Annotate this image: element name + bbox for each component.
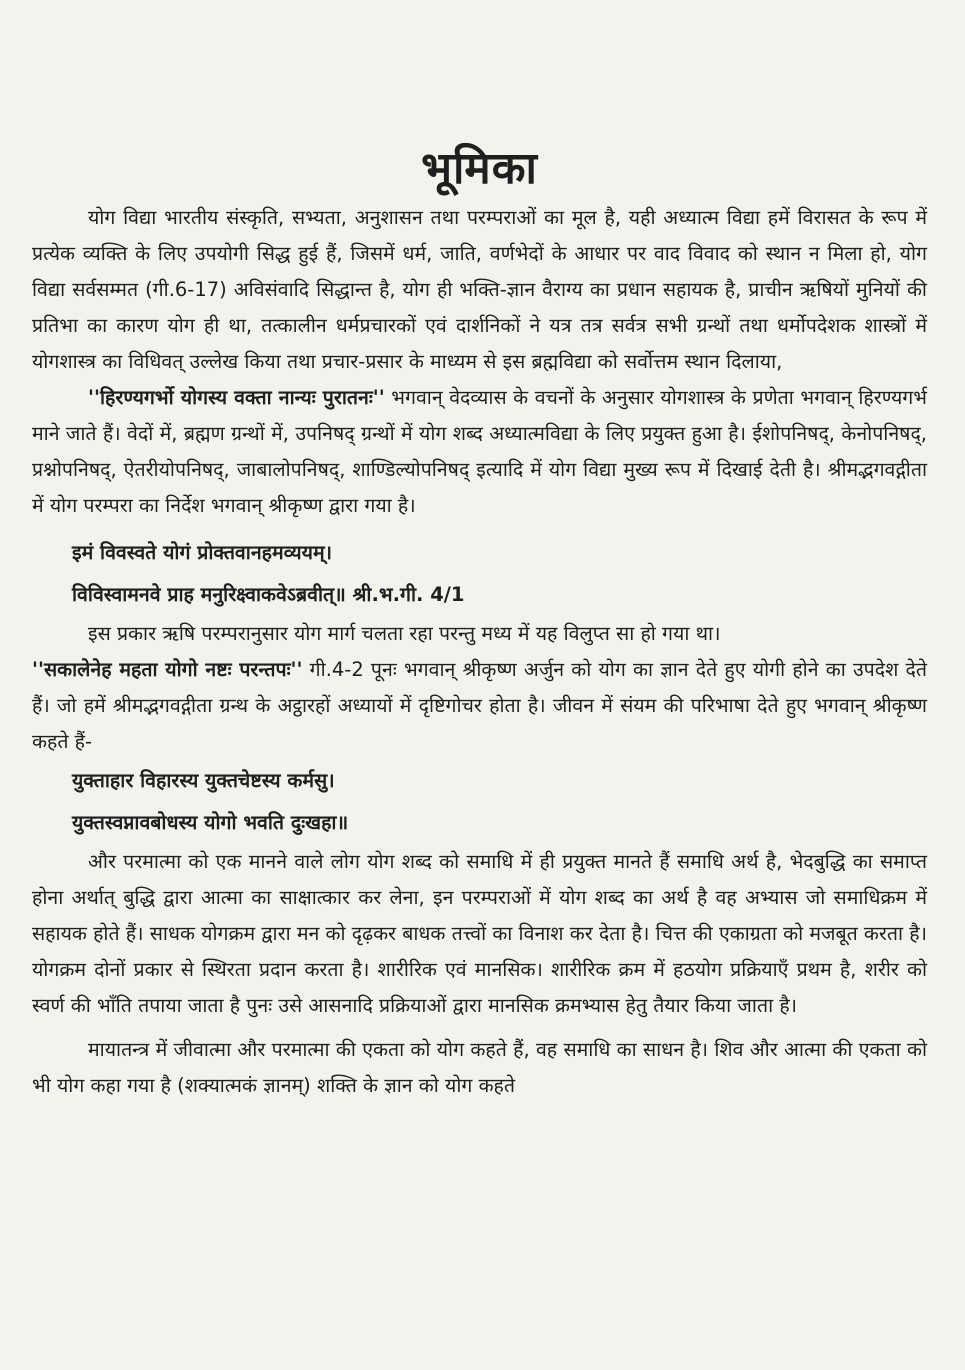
body-text-3 <box>32 844 927 1104</box>
body-text-2 <box>32 616 927 760</box>
paragraph-5: मायातन्त्र में जीवात्मा और परमात्मा की एकता को योग कहते हैं, वह समाधि का साधन है। शिव और आत्मा की एकता को भी योग कहा गया है (शक्यात्मकं ज्ञानम्) शक्ति के ज्ञान को योग कहते <box>32 1038 927 1097</box>
verse-2-line-2: युक्तस्वप्नावबोधस्य योगो भवति दुःखहा॥ <box>72 811 349 834</box>
verse-yuktahara <box>32 760 927 844</box>
paragraph-3-start: इस प्रकार ऋषि परम्परानुसार योग मार्ग चलता रहा परन्तु मध्य में यह विलुप्त सा हो गया था। <box>88 622 721 645</box>
page-title: भूमिका <box>421 143 538 194</box>
quote-sakaleneha: ''सकालेनेह महता योगो नष्टः परन्तपः'' <box>32 658 303 681</box>
paragraph-3-text: गी.4-2 पूनः भगवान् श्रीकृष्ण अर्जुन को योग का ज्ञान देते हुए योगी होने का उपदेश देते हैं। जो हमें श्रीमद्भगवद्गीता ग्रन्थ के अट्ठारहों अध्यायों में दृष्टिगोचर होता है। जीवन में संयम की परिभाषा देते हुए भगवान् श्रीकृष्ण कहते हैं- <box>32 658 927 753</box>
quote-hiranyagarbha: ''हिरण्यगर्भो योगस्य वक्ता नान्यः पुरातनः'' <box>88 386 385 409</box>
body-text <box>32 200 927 524</box>
verse-2-line-1: युक्ताहार विहारस्य युक्तचेष्टस्य कर्मसु। <box>72 769 335 792</box>
paragraph-4: और परमात्मा को एक मानने वाले लोग योग शब्द को समाधि में ही प्रयुक्त मानते हैं समाधि अर्थ है, भेदबुद्धि का समाप्त होना अर्थात् बुद्धि द्वारा आत्मा का साक्षात्कार कर लेना, इन परम्पराओं में योग शब्द का अर्थ है वह अभ्यास जो समाधिक्रम में सहायक होते हैं। साधक योगक्रम द्वारा मन को दृढ़कर बाधक तत्त्वों का विनाश कर देता है। चित्त की एकाग्रता को मजबूत करता है। योगक्रम दोनों प्रकार से स्थिरता प्रदान करता है। शारीरिक एवं मानसिक। शारीरिक क्रम में हठयोग प्रक्रियाएँ प्रथम है, शरीर को स्वर्ण की भाँति तपाया जाता है पुनः उसे आसनादि प्रक्रियाओं द्वारा मानसिक क्रमभ्यास हेतु तैयार किया जाता है। <box>32 850 927 1017</box>
paragraph-1: योग विद्या भारतीय संस्कृति, सभ्यता, अनुशासन तथा परम्पराओं का मूल है, यही अध्यात्म विद्या हमें विरासत के रूप में प्रत्येक व्यक्ति के लिए उपयोगी सिद्ध हुई हैं, जिसमें धर्म, जाति, वर्णभेदों के आधार पर वाद विवाद को स्थान न मिला हो, योग विद्या सर्वसम्मत (गी.6-17) अविसंवादि सिद्धान्त है, योग ही भक्ति-ज्ञान वैराग्य का प्रधान सहायक है, प्राचीन ऋषियों मुनियों की प्रतिभा का कारण योग ही था, तत्कालीन धर्मप्रचारकों एवं दार्शनिकों ने यत्र तत्र सर्वत्र सभी ग्रन्थों तथा धर्मोपदेशक शास्त्रों में योगशास्त्र का विधिवत् उल्लेख किया तथा प्रचार-प्रसार के माध्यम से इस ब्रह्मविद्या को सर्वोत्तम स्थान दिलाया, <box>32 206 927 373</box>
verse-1-line-1: इमं विवस्वते योगं प्रोक्तवानहमव्ययम्। <box>72 541 333 564</box>
paragraph-2 <box>32 380 927 524</box>
verse-gita-4-1 <box>32 532 927 616</box>
paragraph-3 <box>32 652 927 760</box>
paragraph-2-text: भगवान् वेदव्यास के वचनों के अनुसार योगशास्त्र के प्रणेता भगवान् हिरण्यगर्भ माने जाते हैं। वेदों में, ब्रह्मण ग्रन्थों में, उपनिषद् ग्रन्थों में योग शब्द अध्यात्मविद्या के लिए प्रयुक्त हुआ है। ईशोपनिषद्, केनोपनिषद्, प्रश्नोपनिषद्, ऐतरीयोपनिषद्, जाबालोपनिषद्, शाण्डिल्योपनिषद् इत्यादि में योग विद्या मुख्य रूप में दिखाई देती है। श्रीमद्भगवद्गीता में योग परम्परा का निर्देश भगवान् श्रीकृष्ण द्वारा गया है। <box>32 386 927 517</box>
verse-1-line-2: विविस्वामनवे प्राह मनुरिक्ष्वाकवेऽब्रवीत्॥ श्री.भ.गी. 4/1 <box>72 583 465 606</box>
